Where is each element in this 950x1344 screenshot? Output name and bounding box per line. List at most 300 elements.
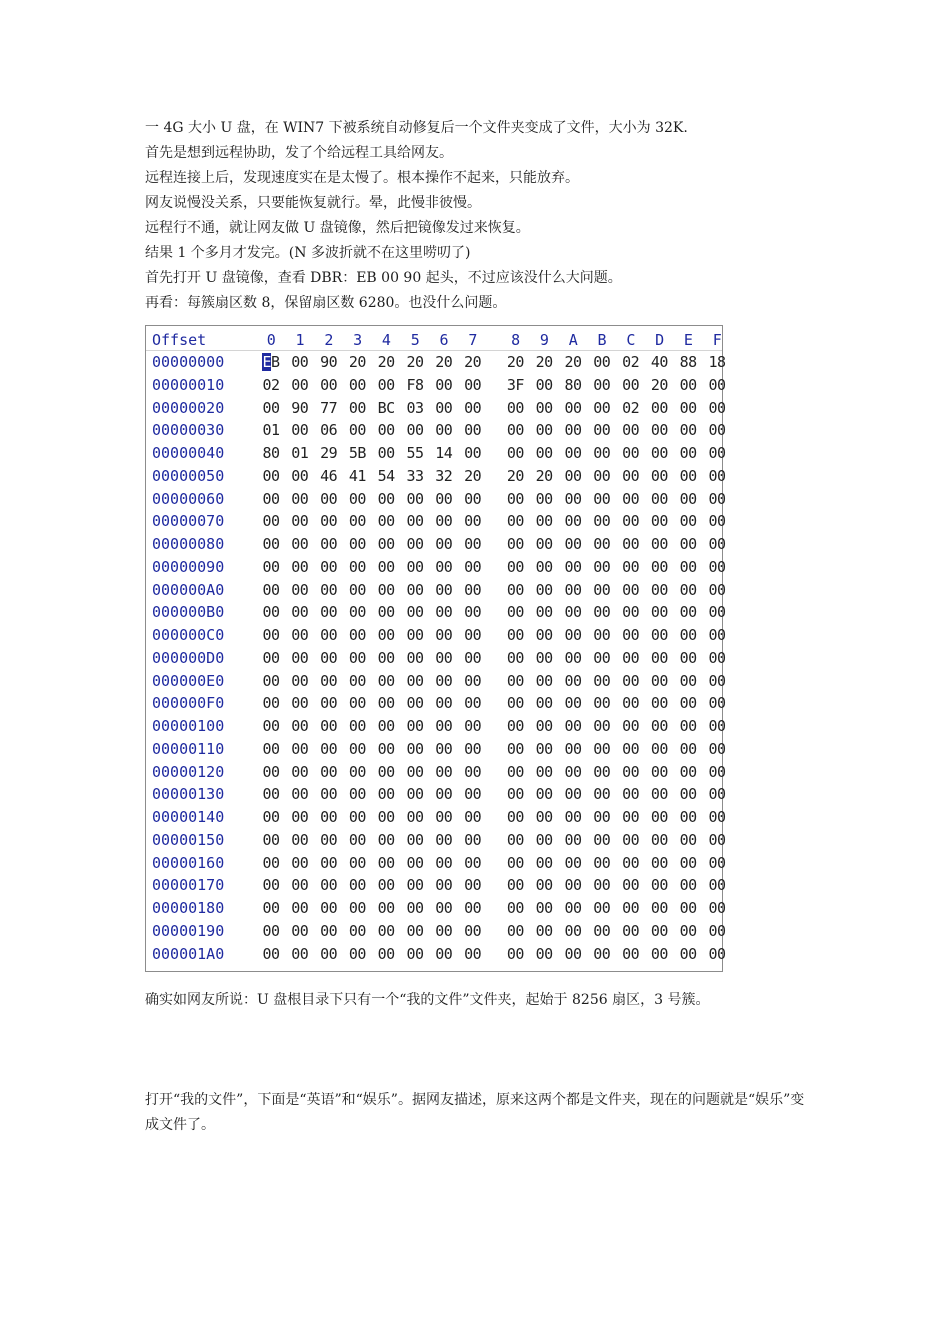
hex-byte[interactable]: 00 <box>650 899 668 917</box>
hex-byte[interactable]: 00 <box>464 899 482 917</box>
hex-byte[interactable]: 00 <box>679 899 697 917</box>
hex-byte[interactable]: 00 <box>377 512 395 531</box>
hex-byte[interactable]: 00 <box>291 489 309 508</box>
hex-byte[interactable]: 00 <box>506 694 524 713</box>
hex-byte[interactable]: 00 <box>708 671 726 690</box>
hex-byte[interactable]: 00 <box>535 785 553 804</box>
hex-byte[interactable]: 00 <box>377 671 395 690</box>
hex-byte[interactable]: 00 <box>535 876 553 895</box>
hex-byte[interactable]: 00 <box>564 899 582 917</box>
hex-byte[interactable]: 00 <box>593 717 611 735</box>
hex-byte[interactable]: 00 <box>320 944 338 963</box>
hex-byte[interactable]: 00 <box>348 762 366 781</box>
hex-byte[interactable]: 00 <box>377 808 395 826</box>
hex-byte[interactable]: 00 <box>406 785 424 804</box>
hex-byte[interactable]: 00 <box>564 739 582 758</box>
hex-byte[interactable]: 77 <box>320 398 338 417</box>
hex-byte[interactable]: 00 <box>650 489 668 508</box>
hex-byte[interactable]: 00 <box>679 535 697 553</box>
hex-byte[interactable]: 00 <box>622 853 640 872</box>
hex-byte[interactable]: 00 <box>708 535 726 553</box>
hex-byte[interactable]: 00 <box>464 671 482 690</box>
hex-byte[interactable]: 00 <box>262 808 280 826</box>
hex-byte[interactable]: 00 <box>535 671 553 690</box>
hex-byte[interactable]: 00 <box>564 398 582 417</box>
hex-byte[interactable]: 03 <box>406 398 424 417</box>
hex-byte[interactable]: 00 <box>291 603 309 622</box>
hex-byte[interactable]: 00 <box>464 762 482 781</box>
hex-byte[interactable]: 00 <box>708 785 726 804</box>
hex-byte[interactable]: 20 <box>406 353 424 371</box>
hex-byte[interactable]: 00 <box>348 535 366 553</box>
hex-byte[interactable]: 00 <box>708 762 726 781</box>
hex-byte[interactable]: 00 <box>679 512 697 531</box>
hex-byte[interactable]: 00 <box>377 853 395 872</box>
hex-byte[interactable]: 00 <box>622 489 640 508</box>
hex-byte[interactable]: 00 <box>435 830 453 849</box>
hex-byte[interactable]: 00 <box>348 694 366 713</box>
hex-byte[interactable]: 00 <box>506 626 524 644</box>
hex-byte[interactable]: 00 <box>679 375 697 394</box>
hex-byte[interactable]: 00 <box>593 671 611 690</box>
hex-byte[interactable]: 46 <box>320 466 338 485</box>
hex-byte[interactable]: 00 <box>593 353 611 371</box>
hex-byte[interactable]: 00 <box>435 921 453 940</box>
hex-byte[interactable]: 00 <box>506 535 524 553</box>
hex-byte[interactable]: 00 <box>679 648 697 667</box>
hex-byte[interactable]: 00 <box>593 853 611 872</box>
hex-byte[interactable]: 00 <box>650 853 668 872</box>
hex-byte[interactable]: 20 <box>464 466 482 485</box>
hex-byte[interactable]: 00 <box>406 671 424 690</box>
hex-byte[interactable]: 00 <box>564 512 582 531</box>
hex-byte[interactable]: 00 <box>593 535 611 553</box>
hex-byte[interactable]: 00 <box>406 921 424 940</box>
hex-byte[interactable]: 00 <box>348 580 366 599</box>
hex-byte[interactable]: 00 <box>435 762 453 781</box>
hex-byte[interactable]: 00 <box>593 694 611 713</box>
hex-byte[interactable]: 00 <box>708 375 726 394</box>
hex-byte[interactable]: 20 <box>650 375 668 394</box>
hex-byte[interactable]: 00 <box>564 921 582 940</box>
hex-byte[interactable]: 00 <box>506 648 524 667</box>
hex-byte[interactable]: 00 <box>679 944 697 963</box>
hex-byte[interactable]: 00 <box>464 557 482 576</box>
hex-byte[interactable]: 00 <box>593 876 611 895</box>
hex-byte[interactable]: 00 <box>679 444 697 462</box>
hex-byte[interactable]: 00 <box>435 535 453 553</box>
hex-byte[interactable]: 00 <box>291 739 309 758</box>
hex-byte[interactable]: 20 <box>435 353 453 371</box>
hex-byte[interactable]: 00 <box>564 466 582 485</box>
hex-byte[interactable]: 00 <box>464 739 482 758</box>
hex-byte[interactable]: 00 <box>320 580 338 599</box>
hex-byte[interactable]: 00 <box>291 762 309 781</box>
hex-byte[interactable]: 00 <box>435 671 453 690</box>
hex-byte[interactable]: 00 <box>406 557 424 576</box>
hex-byte[interactable]: 00 <box>291 785 309 804</box>
hex-byte[interactable]: 00 <box>593 739 611 758</box>
hex-byte[interactable]: 00 <box>593 375 611 394</box>
hex-byte[interactable]: 00 <box>593 899 611 917</box>
hex-byte[interactable]: 00 <box>650 671 668 690</box>
hex-byte[interactable]: 00 <box>622 762 640 781</box>
hex-byte[interactable]: 00 <box>320 603 338 622</box>
hex-byte[interactable]: 00 <box>377 603 395 622</box>
hex-byte[interactable]: 00 <box>535 944 553 963</box>
hex-byte[interactable]: 00 <box>464 876 482 895</box>
hex-byte[interactable]: 00 <box>348 808 366 826</box>
hex-byte[interactable]: 00 <box>377 762 395 781</box>
hex-byte[interactable]: 00 <box>650 580 668 599</box>
hex-byte[interactable]: 00 <box>435 694 453 713</box>
hex-byte[interactable]: 00 <box>622 921 640 940</box>
hex-byte[interactable]: 00 <box>679 626 697 644</box>
hex-byte[interactable]: 20 <box>506 353 524 371</box>
hex-byte[interactable]: 00 <box>348 398 366 417</box>
hex-byte[interactable]: 80 <box>262 444 280 462</box>
hex-byte[interactable]: 00 <box>291 899 309 917</box>
hex-byte[interactable]: 00 <box>650 717 668 735</box>
hex-byte[interactable]: 00 <box>406 603 424 622</box>
hex-byte[interactable]: 00 <box>464 830 482 849</box>
hex-byte[interactable]: 00 <box>535 489 553 508</box>
hex-byte[interactable]: 02 <box>622 398 640 417</box>
hex-byte[interactable]: 00 <box>406 808 424 826</box>
hex-byte[interactable]: 00 <box>262 876 280 895</box>
hex-byte[interactable]: 00 <box>506 921 524 940</box>
hex-byte[interactable]: 00 <box>622 648 640 667</box>
hex-byte[interactable]: 02 <box>262 375 280 394</box>
hex-byte[interactable]: 00 <box>435 489 453 508</box>
hex-byte[interactable]: 00 <box>564 671 582 690</box>
hex-byte[interactable]: 00 <box>320 694 338 713</box>
hex-byte[interactable]: 00 <box>535 535 553 553</box>
hex-byte[interactable]: 00 <box>593 785 611 804</box>
hex-byte[interactable]: 01 <box>291 444 309 462</box>
hex-byte[interactable]: 00 <box>320 853 338 872</box>
hex-byte[interactable]: 00 <box>564 444 582 462</box>
hex-byte[interactable]: 00 <box>348 512 366 531</box>
hex-byte[interactable]: 00 <box>406 899 424 917</box>
hex-byte[interactable]: 80 <box>564 375 582 394</box>
hex-byte[interactable]: 00 <box>464 603 482 622</box>
hex-byte[interactable]: 00 <box>708 512 726 531</box>
hex-byte[interactable]: 33 <box>406 466 424 485</box>
hex-byte[interactable]: 00 <box>262 603 280 622</box>
hex-byte[interactable]: 00 <box>622 671 640 690</box>
hex-byte[interactable]: 00 <box>506 853 524 872</box>
hex-byte[interactable]: 00 <box>564 694 582 713</box>
hex-byte[interactable]: 00 <box>679 739 697 758</box>
hex-byte[interactable]: 00 <box>622 808 640 826</box>
hex-byte[interactable]: 00 <box>320 899 338 917</box>
hex-byte[interactable]: 00 <box>406 489 424 508</box>
hex-byte[interactable]: 00 <box>708 694 726 713</box>
hex-byte[interactable]: 00 <box>262 398 280 417</box>
hex-byte[interactable]: 00 <box>650 694 668 713</box>
hex-byte[interactable]: 00 <box>464 853 482 872</box>
hex-byte[interactable]: 00 <box>406 762 424 781</box>
hex-byte[interactable]: 00 <box>622 580 640 599</box>
hex-byte[interactable]: 00 <box>679 876 697 895</box>
hex-byte[interactable]: 00 <box>291 876 309 895</box>
hex-byte[interactable]: 00 <box>622 603 640 622</box>
hex-byte[interactable]: 00 <box>435 876 453 895</box>
hex-byte[interactable]: 90 <box>291 398 309 417</box>
hex-byte[interactable]: 00 <box>320 512 338 531</box>
hex-byte[interactable]: 00 <box>650 535 668 553</box>
hex-byte[interactable]: 00 <box>564 808 582 826</box>
hex-byte[interactable]: 00 <box>535 398 553 417</box>
hex-byte[interactable]: 00 <box>406 944 424 963</box>
hex-byte[interactable]: 00 <box>464 785 482 804</box>
hex-byte[interactable]: 00 <box>593 808 611 826</box>
hex-byte[interactable]: 00 <box>708 808 726 826</box>
hex-byte[interactable]: 00 <box>262 921 280 940</box>
hex-byte[interactable]: 00 <box>535 375 553 394</box>
hex-byte[interactable]: 00 <box>535 921 553 940</box>
hex-byte[interactable]: 00 <box>708 489 726 508</box>
hex-byte[interactable]: 00 <box>348 876 366 895</box>
hex-byte-selected[interactable]: EB <box>262 353 280 371</box>
hex-byte[interactable]: 00 <box>650 398 668 417</box>
hex-byte[interactable]: 00 <box>435 785 453 804</box>
hex-byte[interactable]: 00 <box>291 626 309 644</box>
hex-byte[interactable]: 00 <box>650 785 668 804</box>
hex-byte[interactable]: 00 <box>262 535 280 553</box>
hex-byte[interactable]: 20 <box>564 353 582 371</box>
hex-byte[interactable]: 06 <box>320 421 338 440</box>
hex-byte[interactable]: 00 <box>650 603 668 622</box>
hex-byte[interactable]: 00 <box>506 671 524 690</box>
hex-byte[interactable]: 00 <box>593 626 611 644</box>
hex-byte[interactable]: 32 <box>435 466 453 485</box>
hex-byte[interactable]: 00 <box>320 535 338 553</box>
hex-byte[interactable]: 00 <box>679 785 697 804</box>
hex-byte[interactable]: 00 <box>320 785 338 804</box>
hex-byte[interactable]: 00 <box>377 876 395 895</box>
hex-byte[interactable]: 00 <box>650 466 668 485</box>
hex-byte[interactable]: 00 <box>464 694 482 713</box>
hex-byte[interactable]: 00 <box>406 694 424 713</box>
hex-byte[interactable]: 00 <box>506 785 524 804</box>
hex-byte[interactable]: BC <box>377 398 395 417</box>
hex-byte[interactable]: 00 <box>708 466 726 485</box>
hex-byte[interactable]: 00 <box>377 489 395 508</box>
hex-byte[interactable]: 00 <box>506 580 524 599</box>
hex-byte[interactable]: 18 <box>708 353 726 371</box>
hex-byte[interactable]: 00 <box>535 853 553 872</box>
hex-byte[interactable]: 00 <box>708 444 726 462</box>
hex-byte[interactable]: 00 <box>320 739 338 758</box>
hex-byte[interactable]: 00 <box>348 785 366 804</box>
hex-byte[interactable]: 00 <box>262 739 280 758</box>
hex-byte[interactable]: 00 <box>679 921 697 940</box>
hex-byte[interactable]: 00 <box>406 535 424 553</box>
hex-byte[interactable]: 00 <box>435 626 453 644</box>
hex-byte[interactable]: 00 <box>406 739 424 758</box>
hex-byte[interactable]: 00 <box>650 808 668 826</box>
hex-byte[interactable]: 00 <box>708 921 726 940</box>
hex-byte[interactable]: 00 <box>377 375 395 394</box>
hex-byte[interactable]: 00 <box>406 580 424 599</box>
hex-byte[interactable]: 00 <box>320 762 338 781</box>
hex-byte[interactable]: 00 <box>708 944 726 963</box>
hex-byte[interactable]: 00 <box>291 580 309 599</box>
hex-byte[interactable]: 00 <box>622 739 640 758</box>
hex-byte[interactable]: 00 <box>262 580 280 599</box>
hex-byte[interactable]: 00 <box>708 717 726 735</box>
hex-byte[interactable]: 00 <box>320 557 338 576</box>
hex-byte[interactable]: 00 <box>291 853 309 872</box>
hex-byte[interactable]: 00 <box>262 853 280 872</box>
hex-byte[interactable]: 00 <box>622 375 640 394</box>
hex-byte[interactable]: 00 <box>564 944 582 963</box>
hex-byte[interactable]: 00 <box>650 421 668 440</box>
hex-byte[interactable]: 00 <box>435 580 453 599</box>
hex-byte[interactable]: 00 <box>464 717 482 735</box>
hex-byte[interactable]: 00 <box>435 944 453 963</box>
hex-byte[interactable]: 00 <box>679 398 697 417</box>
hex-byte[interactable]: 00 <box>593 489 611 508</box>
hex-byte[interactable]: 00 <box>348 944 366 963</box>
hex-byte[interactable]: 00 <box>564 717 582 735</box>
hex-byte[interactable]: 00 <box>650 876 668 895</box>
hex-byte[interactable]: 00 <box>291 944 309 963</box>
hex-byte[interactable]: 00 <box>535 512 553 531</box>
hex-byte[interactable]: 00 <box>650 921 668 940</box>
hex-byte[interactable]: 00 <box>320 626 338 644</box>
hex-byte[interactable]: 00 <box>262 557 280 576</box>
hex-byte[interactable]: 40 <box>650 353 668 371</box>
hex-byte[interactable]: 54 <box>377 466 395 485</box>
hex-byte[interactable]: 00 <box>708 648 726 667</box>
hex-byte[interactable]: 00 <box>377 830 395 849</box>
hex-byte[interactable]: 00 <box>377 717 395 735</box>
hex-byte[interactable]: 00 <box>464 580 482 599</box>
hex-byte[interactable]: 00 <box>435 512 453 531</box>
hex-byte[interactable]: 00 <box>564 785 582 804</box>
hex-byte[interactable]: 3F <box>506 375 524 394</box>
hex-byte[interactable]: 00 <box>622 557 640 576</box>
hex-byte[interactable]: 00 <box>506 808 524 826</box>
hex-byte[interactable]: 29 <box>320 444 338 462</box>
hex-byte[interactable]: 5B <box>348 444 366 462</box>
hex-byte[interactable]: 00 <box>535 899 553 917</box>
hex-byte[interactable]: 00 <box>593 944 611 963</box>
hex-byte[interactable]: 00 <box>435 739 453 758</box>
hex-byte[interactable]: 00 <box>535 762 553 781</box>
hex-byte[interactable]: 00 <box>435 557 453 576</box>
hex-byte[interactable]: 00 <box>291 535 309 553</box>
hex-byte[interactable]: 00 <box>377 694 395 713</box>
hex-byte[interactable]: 00 <box>564 580 582 599</box>
hex-byte[interactable]: 00 <box>679 717 697 735</box>
hex-byte[interactable]: 00 <box>564 762 582 781</box>
hex-byte[interactable]: 00 <box>377 944 395 963</box>
hex-byte[interactable]: 55 <box>406 444 424 462</box>
hex-byte[interactable]: 00 <box>506 762 524 781</box>
hex-byte[interactable]: 00 <box>464 626 482 644</box>
hex-byte[interactable]: 00 <box>535 648 553 667</box>
hex-byte[interactable]: 00 <box>564 830 582 849</box>
hex-byte[interactable]: 00 <box>320 808 338 826</box>
hex-byte[interactable]: 00 <box>291 466 309 485</box>
hex-byte[interactable]: 00 <box>535 603 553 622</box>
hex-byte[interactable]: 00 <box>650 830 668 849</box>
hex-byte[interactable]: 00 <box>506 876 524 895</box>
hex-byte[interactable]: 00 <box>622 830 640 849</box>
hex-byte[interactable]: 00 <box>679 808 697 826</box>
hex-byte[interactable]: 00 <box>535 421 553 440</box>
hex-byte[interactable]: 00 <box>593 830 611 849</box>
hex-byte[interactable]: 00 <box>377 785 395 804</box>
hex-byte[interactable]: 00 <box>593 557 611 576</box>
hex-byte[interactable]: 00 <box>564 876 582 895</box>
hex-byte[interactable]: 00 <box>464 921 482 940</box>
hex-byte[interactable]: 00 <box>506 899 524 917</box>
hex-byte[interactable]: 00 <box>377 921 395 940</box>
hex-byte[interactable]: 00 <box>708 398 726 417</box>
hex-byte[interactable]: 00 <box>464 421 482 440</box>
hex-byte[interactable]: 00 <box>262 671 280 690</box>
hex-byte[interactable]: 00 <box>535 717 553 735</box>
hex-byte[interactable]: 00 <box>291 830 309 849</box>
hex-byte[interactable]: 00 <box>406 853 424 872</box>
hex-byte[interactable]: 00 <box>348 375 366 394</box>
hex-byte[interactable]: 00 <box>262 944 280 963</box>
hex-byte[interactable]: 00 <box>291 421 309 440</box>
hex-byte[interactable]: 00 <box>435 853 453 872</box>
hex-byte[interactable]: 00 <box>291 375 309 394</box>
hex-byte[interactable]: 00 <box>291 512 309 531</box>
hex-byte[interactable]: 90 <box>320 353 338 371</box>
hex-byte[interactable]: 00 <box>622 626 640 644</box>
hex-byte[interactable]: 00 <box>506 944 524 963</box>
hex-byte[interactable]: 00 <box>464 398 482 417</box>
hex-byte[interactable]: 00 <box>320 375 338 394</box>
hex-byte[interactable]: 00 <box>348 717 366 735</box>
hex-byte[interactable]: 00 <box>679 557 697 576</box>
hex-byte[interactable]: 00 <box>464 489 482 508</box>
hex-byte[interactable]: 20 <box>348 353 366 371</box>
hex-byte[interactable]: 00 <box>464 535 482 553</box>
hex-byte[interactable]: 00 <box>262 626 280 644</box>
hex-byte[interactable]: 00 <box>406 717 424 735</box>
hex-byte[interactable]: 00 <box>377 899 395 917</box>
hex-byte[interactable]: 00 <box>348 489 366 508</box>
hex-byte[interactable]: 20 <box>464 353 482 371</box>
hex-byte[interactable]: 00 <box>348 671 366 690</box>
hex-byte[interactable]: 00 <box>622 535 640 553</box>
hex-byte[interactable]: 00 <box>320 671 338 690</box>
hex-byte[interactable]: 00 <box>679 853 697 872</box>
hex-byte[interactable]: 00 <box>708 421 726 440</box>
hex-byte[interactable]: 00 <box>348 853 366 872</box>
hex-byte[interactable]: 00 <box>679 489 697 508</box>
hex-byte[interactable]: 00 <box>535 580 553 599</box>
hex-byte[interactable]: 00 <box>262 899 280 917</box>
hex-byte[interactable]: 00 <box>406 512 424 531</box>
hex-byte[interactable]: 00 <box>262 830 280 849</box>
hex-byte[interactable]: 00 <box>348 739 366 758</box>
hex-byte[interactable]: 00 <box>593 421 611 440</box>
hex-byte[interactable]: 00 <box>348 899 366 917</box>
hex-byte[interactable]: 00 <box>506 739 524 758</box>
hex-byte[interactable]: 00 <box>564 648 582 667</box>
hex-byte[interactable]: 00 <box>435 648 453 667</box>
